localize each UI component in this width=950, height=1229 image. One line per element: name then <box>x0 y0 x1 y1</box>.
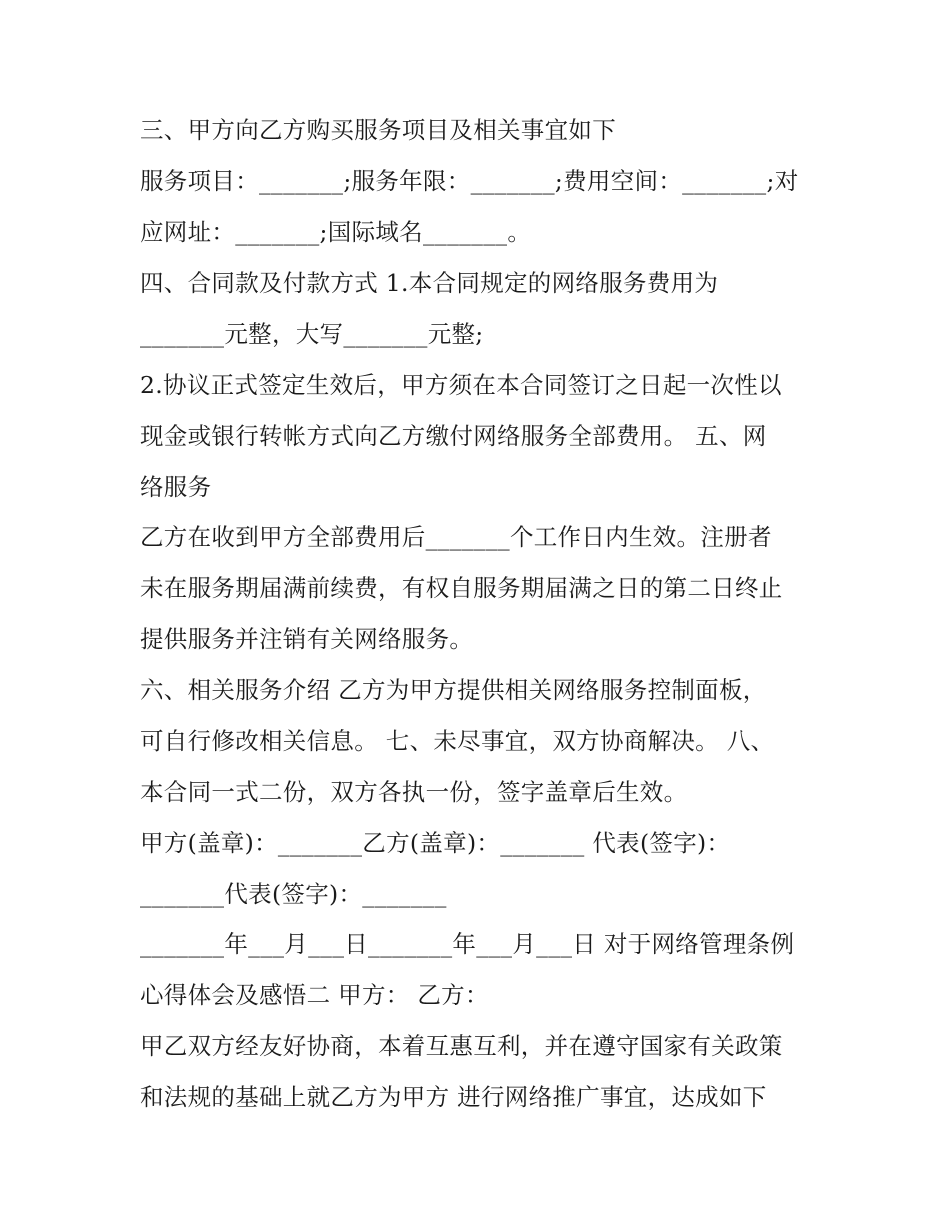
text-line: 络服务 <box>140 473 212 501</box>
text-line: _______代表(签字)：_______ <box>140 880 447 908</box>
text-line: _______年___月___日_______年___月___日 对于网络管理条例 <box>140 930 795 958</box>
text-line: 本合同一式二份，双方各执一份，签字盖章后生效。 <box>140 778 688 806</box>
text-line: 2.协议正式签定生效后，甲方须在本合同签订之日起一次性以 <box>140 371 782 399</box>
text-line: 可自行修改相关信息。 七、未尽事宜，双方协商解决。 八、 <box>140 727 775 755</box>
text-line: 服务项目：_______;服务年限：_______;费用空间：_______;对 <box>140 167 799 195</box>
text-line: _______元整，大写_______元整; <box>140 320 484 348</box>
text-line: 甲乙双方经友好协商，本着互惠互利，并在遵守国家有关政策 <box>140 1032 783 1060</box>
text-line: 六、相关服务介绍 乙方为甲方提供相关网络服务控制面板， <box>140 676 767 704</box>
text-line: 和法规的基础上就乙方为甲方 进行网络推广事宜，达成如下 <box>140 1083 767 1111</box>
text-line: 现金或银行转帐方式向乙方缴付网络服务全部费用。 五、网 <box>140 422 767 450</box>
text-line: 未在服务期届满前续费，有权自服务期届满之日的第二日终止 <box>140 574 783 602</box>
text-line: 应网址：_______;国际域名_______。 <box>140 218 532 246</box>
text-line: 心得体会及感悟二 甲方： 乙方： <box>140 981 489 1009</box>
text-line: 四、合同款及付款方式 1.本合同规定的网络服务费用为 <box>140 269 719 297</box>
text-line: 三、甲方向乙方购买服务项目及相关事宜如下 <box>140 116 616 144</box>
text-line: 提供服务并注销有关网络服务。 <box>140 625 474 653</box>
text-line: 甲方(盖章)：_______乙方(盖章)：_______ 代表(签字)： <box>140 829 731 857</box>
text-line: 乙方在收到甲方全部费用后_______个工作日内生效。注册者 <box>140 523 772 551</box>
